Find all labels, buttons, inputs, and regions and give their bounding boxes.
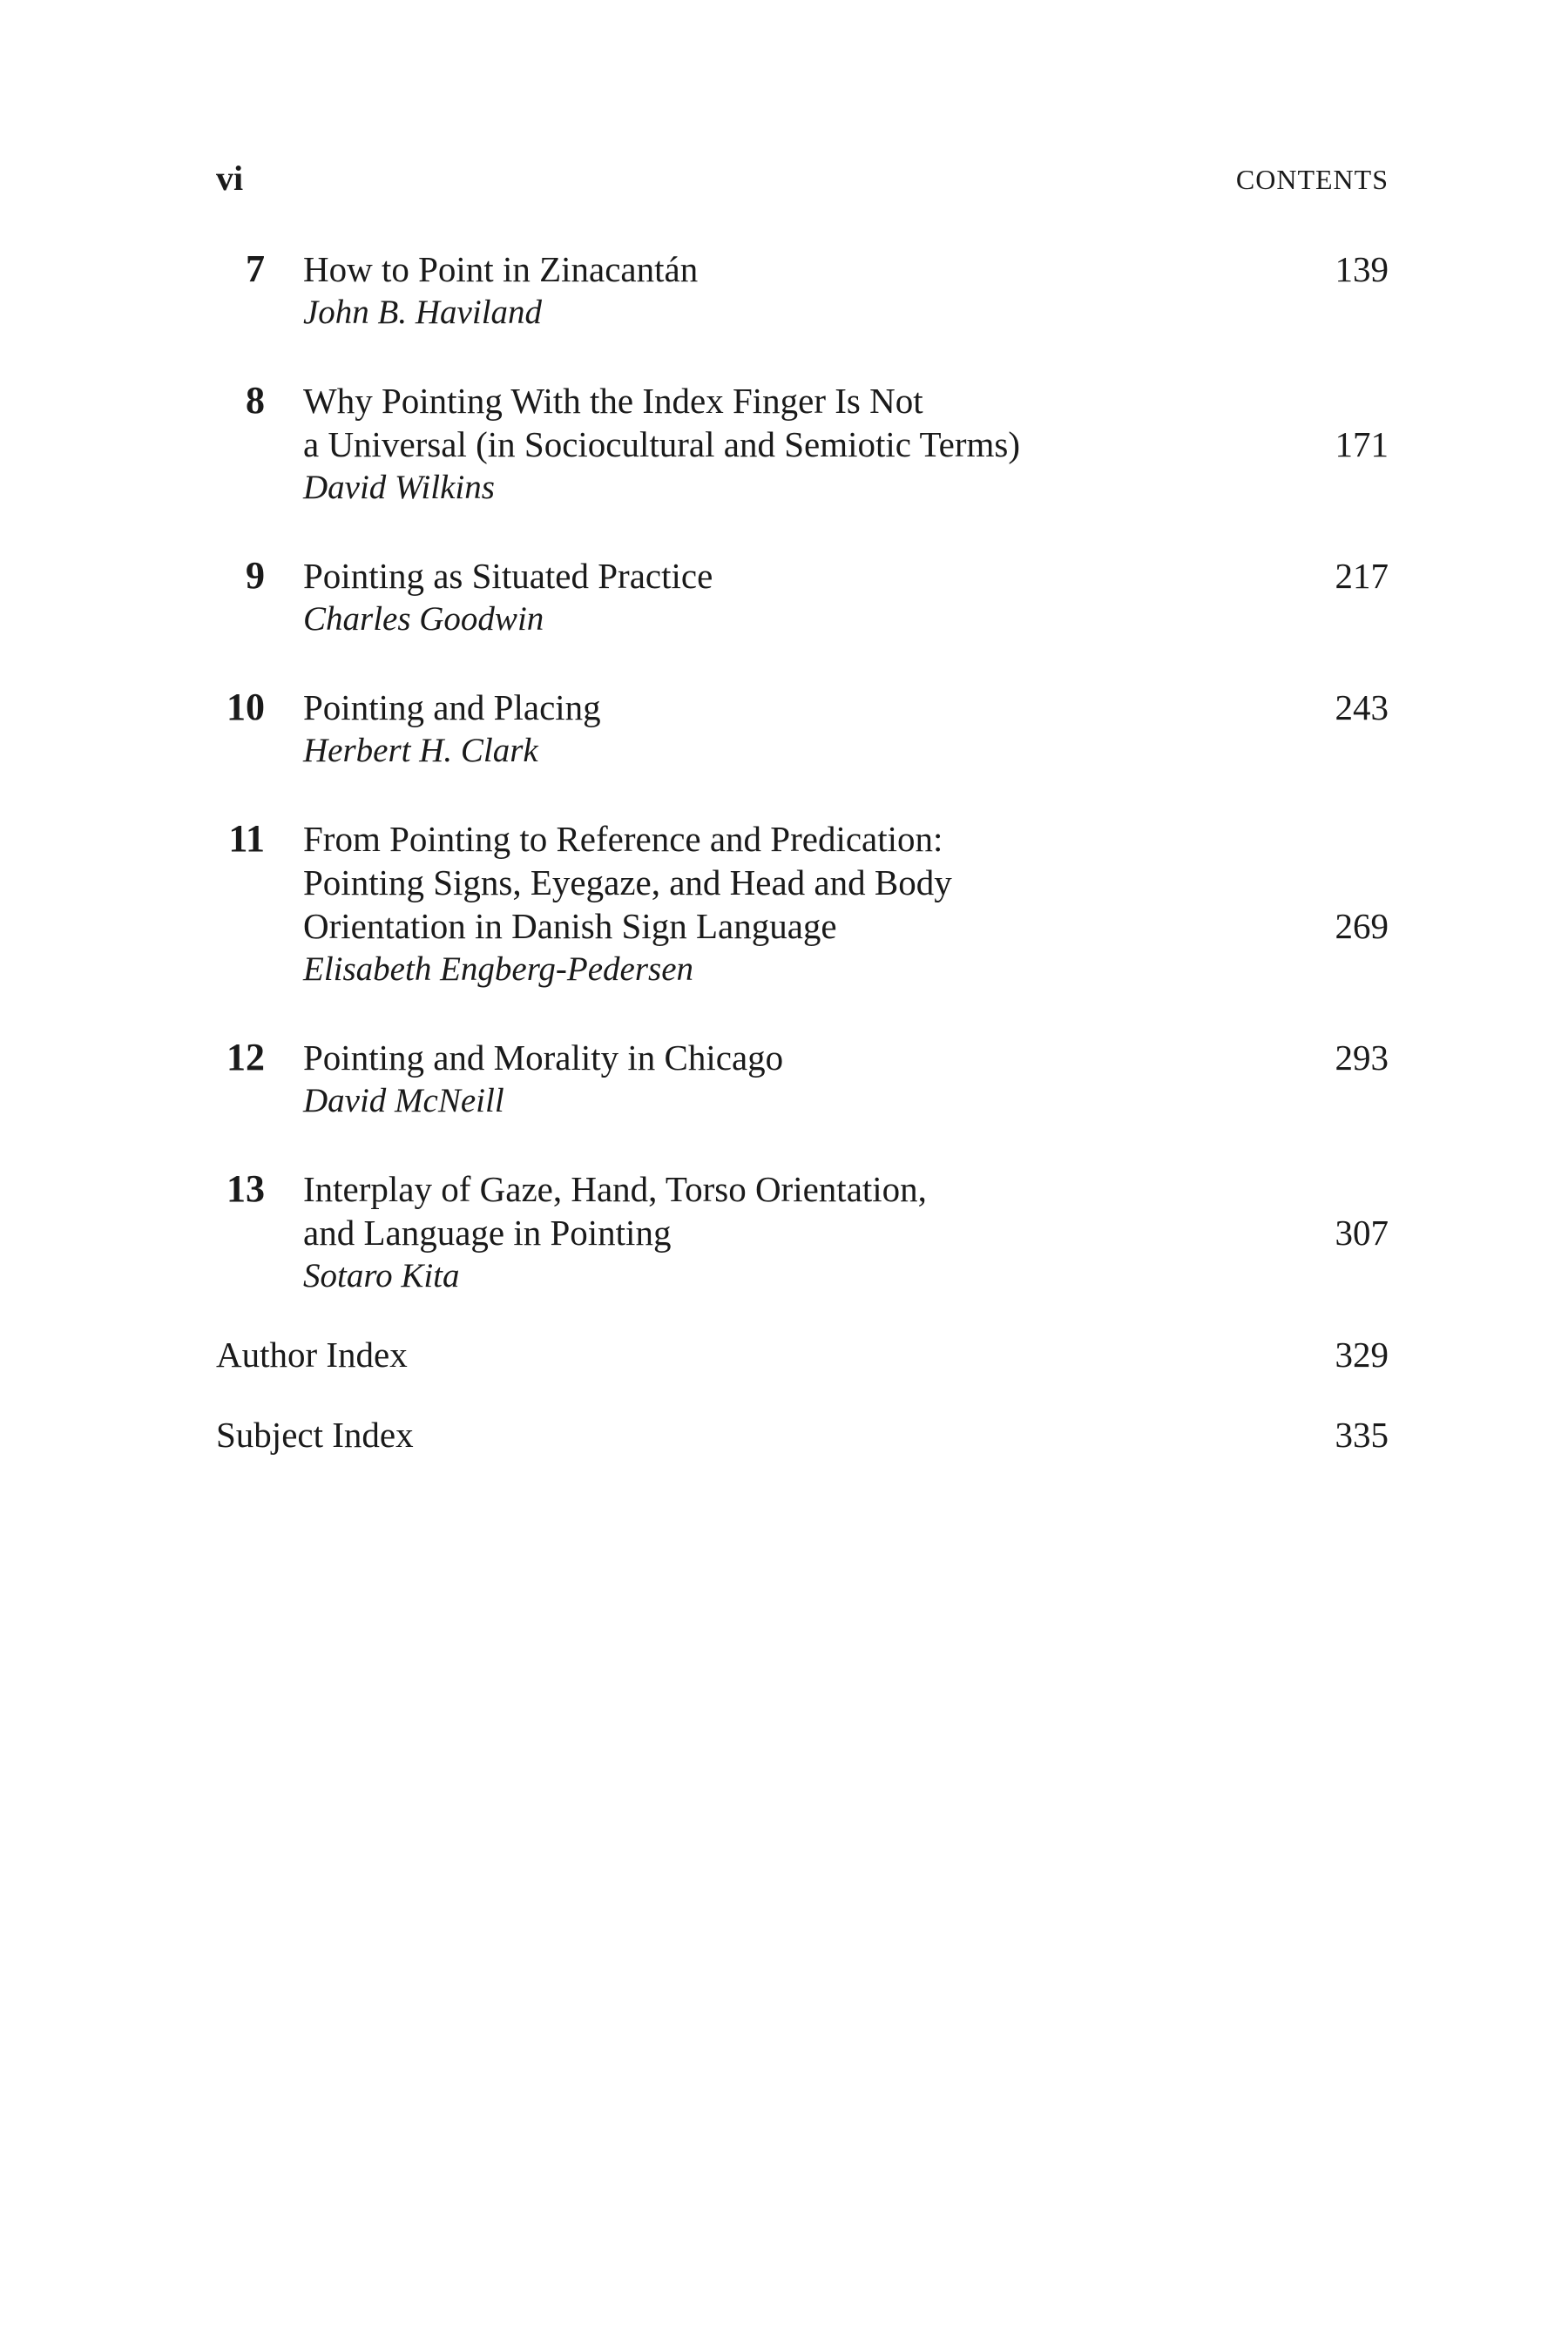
- toc-entry-chapter-12: [216, 1036, 1389, 1123]
- running-head: CONTENTS: [1235, 164, 1389, 195]
- index-label: Author Index: [216, 1335, 408, 1375]
- chapter-page-number: 171: [1335, 424, 1389, 464]
- chapter-page-number: 243: [1335, 687, 1389, 727]
- chapter-number: 7: [246, 247, 265, 290]
- chapter-author: Herbert H. Clark: [303, 732, 538, 769]
- chapter-title: Pointing and Placing: [303, 687, 601, 727]
- chapter-page-number: 269: [1335, 906, 1389, 946]
- table-of-contents: [216, 247, 1389, 1456]
- toc-entry-chapter-11: [216, 817, 1389, 991]
- chapter-number: 12: [226, 1036, 265, 1078]
- chapter-author: Charles Goodwin: [303, 600, 544, 638]
- chapter-number: 11: [228, 817, 265, 860]
- chapter-title-line: Orientation in Danish Sign Language: [303, 906, 837, 946]
- chapter-number: 10: [226, 686, 265, 728]
- chapter-page-number: 307: [1335, 1213, 1389, 1253]
- chapter-author: John B. Haviland: [303, 294, 543, 331]
- index-label: Subject Index: [216, 1415, 414, 1455]
- chapter-title: How to Point in Zinacantán: [303, 249, 699, 289]
- chapter-title-line: Pointing Signs, Eyegaze, and Head and Body: [303, 862, 952, 902]
- chapter-author: Sotaro Kita: [303, 1257, 460, 1294]
- chapter-title: Pointing as Situated Practice: [303, 556, 713, 596]
- toc-entry-chapter-7: [216, 247, 1389, 335]
- page-folio: vi: [216, 159, 244, 198]
- toc-entry-chapter-8: [216, 379, 1389, 510]
- chapter-number: 9: [246, 554, 265, 597]
- toc-entry-chapter-13: [216, 1167, 1389, 1298]
- chapter-number: 8: [246, 379, 265, 422]
- toc-entry-author-index: [216, 1333, 1389, 1376]
- chapter-title-line: From Pointing to Reference and Predication:: [303, 819, 943, 859]
- toc-entry-chapter-10: [216, 686, 1389, 773]
- chapter-author: Elisabeth Engberg-Pedersen: [303, 950, 694, 988]
- toc-entry-subject-index: [216, 1413, 1389, 1456]
- chapter-title-line: Interplay of Gaze, Hand, Torso Orientation,: [303, 1169, 927, 1209]
- chapter-title-line: a Universal (in Sociocultural and Semiotic Terms): [303, 424, 1021, 464]
- index-page-number: 329: [1335, 1335, 1389, 1375]
- chapter-number: 13: [226, 1167, 265, 1210]
- chapter-page-number: 293: [1335, 1037, 1389, 1078]
- chapter-title: Pointing and Morality in Chicago: [303, 1037, 784, 1078]
- chapter-title-line: Why Pointing With the Index Finger Is Not: [303, 381, 923, 421]
- chapter-page-number: 217: [1335, 556, 1389, 596]
- chapter-author: David Wilkins: [303, 469, 495, 506]
- index-page-number: 335: [1335, 1415, 1389, 1455]
- toc-entry-chapter-9: [216, 554, 1389, 641]
- chapter-page-number: 139: [1335, 249, 1389, 289]
- chapter-author: David McNeill: [303, 1082, 504, 1119]
- chapter-title-line: and Language in Pointing: [303, 1213, 672, 1253]
